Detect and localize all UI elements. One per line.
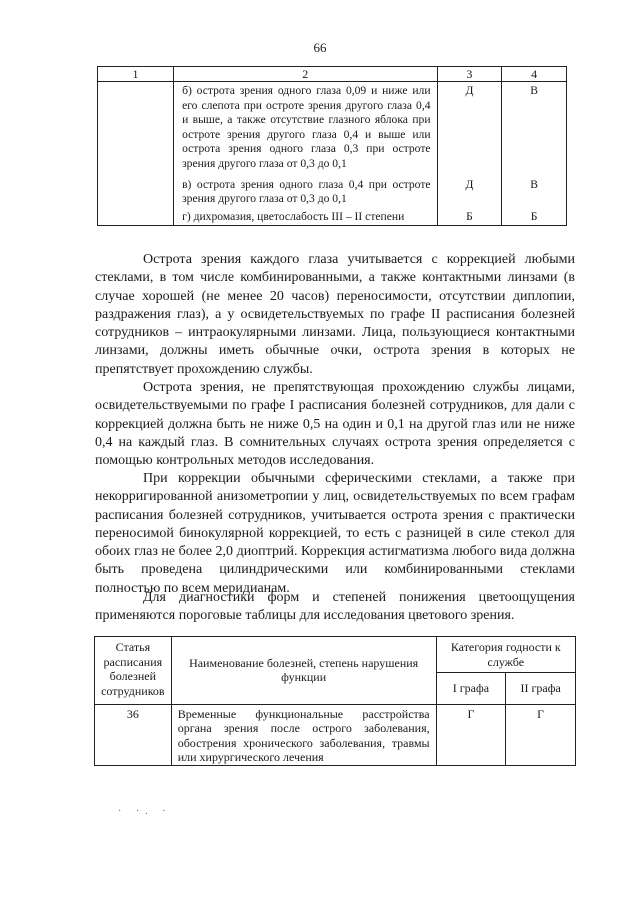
table-row [98,173,567,208]
category-graph-1: Б [437,208,502,226]
paragraph-color-vision: Для диагностики форм и степеней понижения цветоощущения применяются пороговые таблицы для исследования цветового зрения. [95,590,575,624]
disease-description: г) дихромазия, цветослабость III – II степени [174,208,437,226]
bottom-table-header-row [95,637,576,673]
category-graph-1: Д [437,173,502,208]
category-graph-2: В [502,82,567,173]
category-graph-1: Д [437,82,502,173]
category-graph-2: Б [502,208,567,226]
category-graph-2: В [502,173,567,208]
bottom-table [94,636,576,766]
article-number: 36 [95,704,172,765]
category-graph-1: Г [436,704,506,765]
top-table-header-row [98,67,567,82]
article-cell [98,82,174,173]
scan-marks: · ·. · [118,806,172,817]
paragraph-spherical-correction: При коррекции обычными сферическими стеклами, а также при некорригированной анизометропии у лиц, освидетельствуемых по всем графам расписания болезней сотрудников, учитывается острота зрения с практически переносимой бинокулярной коррекцией, то есть с разницей в силе стекол для обоих глаз не более 2,0 диоптрий. Коррекция астигматизма любого вида должна быть проведена цилиндрическими или комбинированными стеклами полностью по всем меридианам. [95,471,575,596]
top-table-header-3: 3 [437,67,502,82]
table-row [95,704,576,765]
disease-description: б) острота зрения одного глаза 0,09 и ниже или его слепота при остроте зрения другого глаза 0,4 и выше, а также отсутствие глазного яблока при остроте зрения другого глаза 0,4 и выше или острота зрения одного глаза 0,3 при остроте зрения другого глаза от 0,3 до 0,1 [174,82,437,173]
table-row [98,208,567,226]
header-disease-name: Наименование болезней, степень нарушения функции [171,637,436,705]
paragraph-correction: Острота зрения каждого глаза учитывается с коррекцией любыми стеклами, в том числе комбинированными, а также контактными линзами (в случае хорошей (не менее 20 часов) переносимости, отсутствии диплопии, раздражения глаз), а у освидетельствуемых по графе II расписания болезней сотрудников – интраокулярными линзами. Лица, пользующиеся контактными линзами, должны иметь обычные очки, острота зрения в которых не препятствует прохождению службы. [95,252,575,377]
disease-description: Временные функциональные расстройства органа зрения после острого заболевания, обострения хронического заболевания, травмы или хирургического лечения [171,704,436,765]
top-table [97,66,567,226]
header-fitness-category: Категория годности к службе [436,637,575,673]
header-graph-1: I графа [436,673,506,705]
disease-description: в) острота зрения одного глаза 0,4 при остроте зрения другого глаза от 0,3 до 0,1 [174,173,437,208]
top-table-header-4: 4 [502,67,567,82]
category-graph-2: Г [506,704,576,765]
page-number: 66 [313,40,327,55]
article-cell [98,173,174,208]
top-table-header-2: 2 [174,67,437,82]
top-table-header-1: 1 [98,67,174,82]
header-graph-2: II графа [506,673,576,705]
article-cell [98,208,174,226]
paragraph-visual-acuity: Острота зрения, не препятствующая прохождению службы лицами, освидетельствуемыми по графе I расписания болезней сотрудников, для дали с коррекцией должна быть не ниже 0,5 на один и 0,1 на другой глаз или не ниже 0,4 на каждый глаз. В сомнительных случаях острота зрения определяется с помощью контрольных методов исследования. [95,380,575,469]
header-article: Статья расписания болезней сотрудников [95,637,172,705]
table-row [98,82,567,173]
